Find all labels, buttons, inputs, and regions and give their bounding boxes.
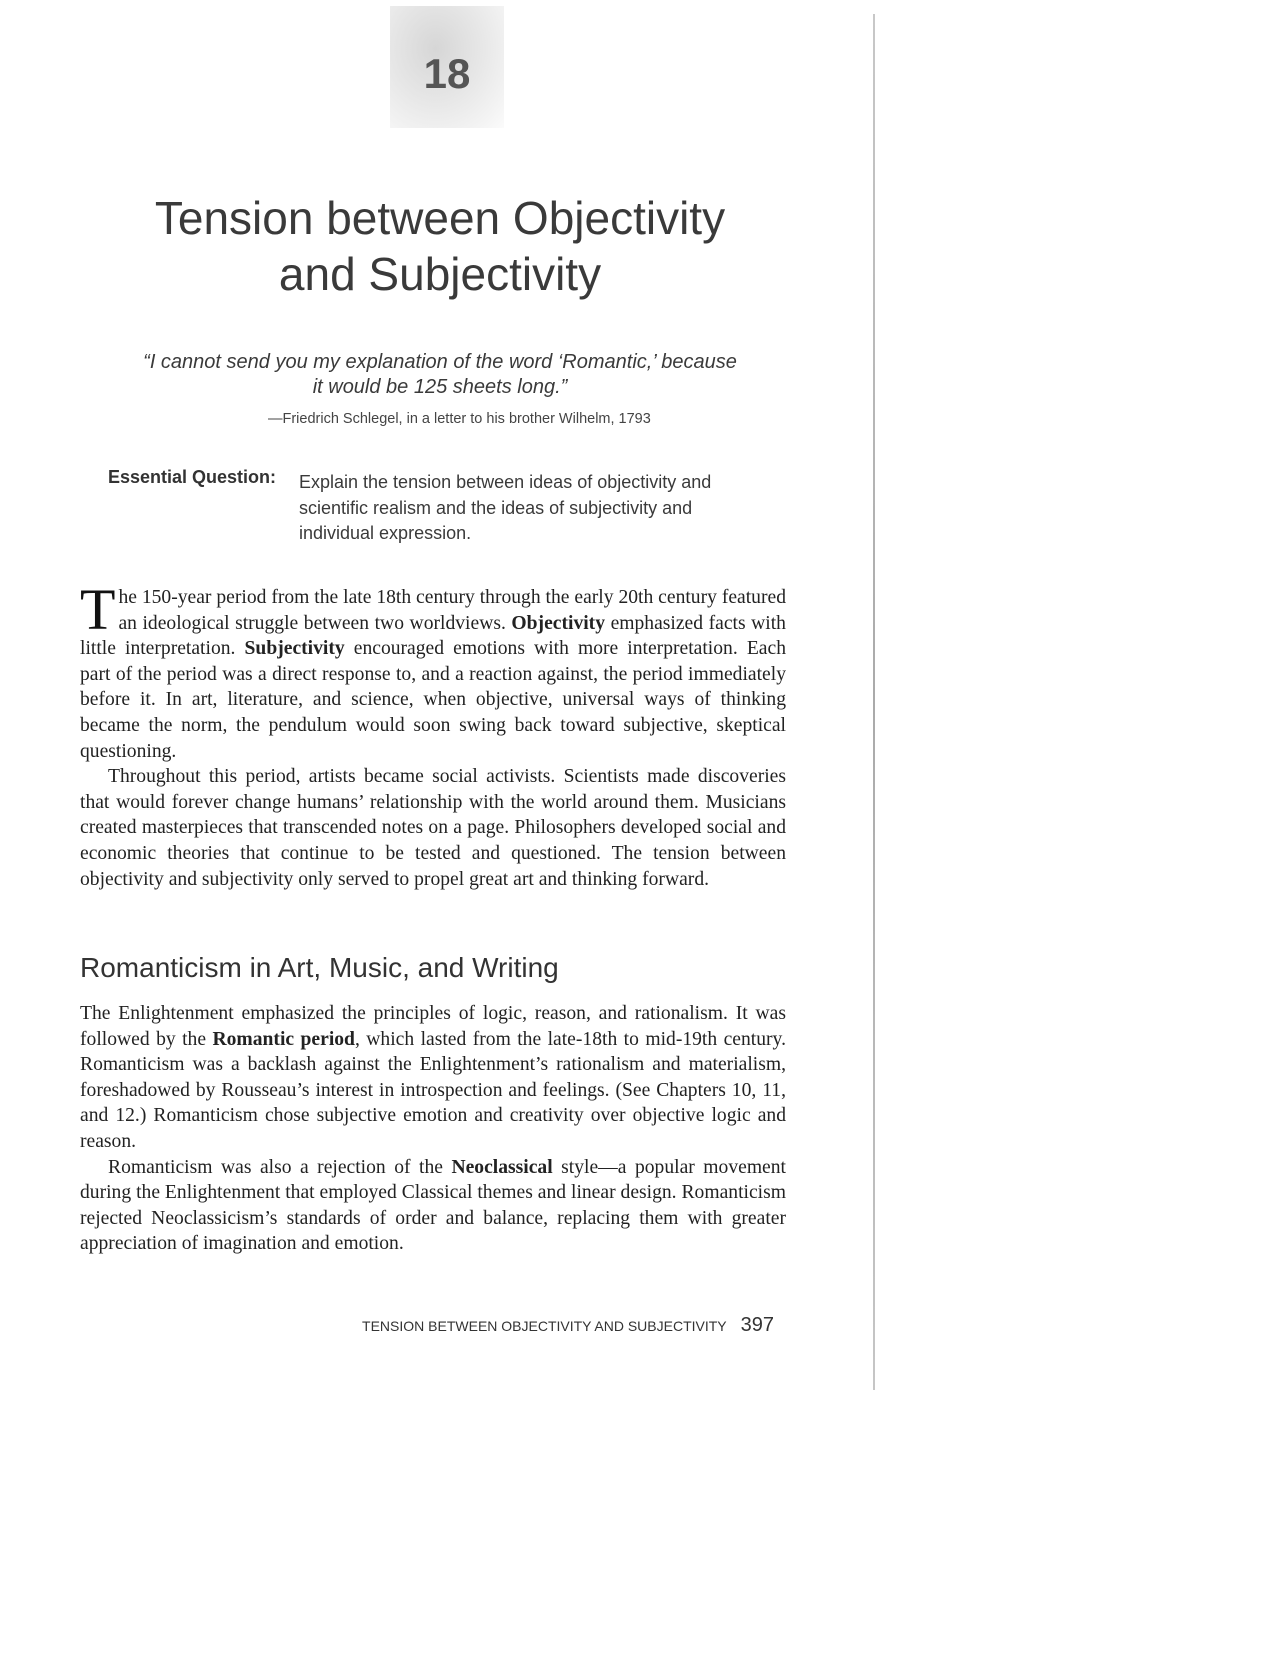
epigraph-line-1: “I cannot send you my explanation of the word ‘Romantic,’ because	[143, 351, 737, 373]
section-p1-end: , which lasted from the late-18th to mid-19th century. Romanticism was a backlash against the Enlightenment’s rationalism and materialism, foreshadowed by Rousseau’s interest in introspection and feelings. (See Chapters 10, 11, and 12.) Romanticism chose subjective emotion and creativity over objective logic and reason.	[80, 1028, 786, 1152]
essential-question-text: Explain the tension between ideas of objectivity and scientific realism and the ideas of subjectivity and individual expression.	[299, 472, 712, 544]
intro-section	[80, 577, 787, 892]
section-heading: Romanticism in Art, Music, and Writing	[80, 952, 559, 983]
epigraph-attribution: —Friedrich Schlegel, in a letter to his brother Wilhelm, 1793	[268, 411, 651, 427]
term-subjectivity: Subjectivity	[244, 638, 345, 660]
intro-p1-mid: emphasized facts with little interpretation.	[80, 612, 786, 660]
page-number: 397	[740, 1314, 774, 1336]
intro-p1-end: encouraged emotions with more interpretation. Each part of the period was a direct response to, and a reaction against, the period immediately before it. In art, literature, and science, when objective, universal ways of thinking became the norm, the pendulum would soon swing back toward subjective, skeptical questioning.	[80, 638, 786, 762]
chapter-title	[120, 190, 760, 302]
epigraph-line-2: it would be 125 sheets long.”	[312, 376, 568, 398]
intro-p1-start: he 150-year period from the late 18th century through the early 20th century featured an ideological struggle between two worldviews.	[118, 587, 787, 634]
essential-question-label: Essential Question:	[108, 467, 277, 487]
romanticism-section	[80, 1001, 786, 1257]
section-paragraph-1	[80, 1001, 786, 1155]
chapter-title-line-2: and Subjectivity	[278, 248, 602, 301]
section-p2-start: Romanticism was also a rejection of the	[108, 1156, 452, 1178]
page-footer	[314, 1314, 774, 1337]
term-neoclassical: Neoclassical	[451, 1156, 553, 1178]
page-edge-shadow	[873, 14, 875, 1390]
term-romantic-period: Romantic period	[212, 1028, 355, 1050]
term-objectivity: Objectivity	[511, 612, 606, 634]
section-paragraph-2	[80, 1155, 786, 1257]
section-p2-end: style—a popular movement during the Enlightenment that employed Classical themes and linear design. Romanticism rejected Neoclassicism’s standards of order and balance, replacing them with greater appreciation of imagination and emotion.	[80, 1156, 786, 1255]
running-head: TENSION BETWEEN OBJECTIVITY AND SUBJECTIVITY	[362, 1318, 727, 1334]
intro-paragraph-1	[80, 577, 787, 764]
chapter-number: 18	[423, 50, 471, 97]
section-p1-start: The Enlightenment emphasized the principles of logic, reason, and rationalism. It was followed by the	[80, 1003, 786, 1050]
chapter-title-line-1: Tension between Objectivity	[154, 192, 726, 244]
epigraph-quote	[110, 350, 770, 400]
intro-paragraph-2: Throughout this period, artists became social activists. Scientists made discoveries that would forever change humans’ relationship with the world around them. Musicians created masterpieces that transcended notes on a page. Philosophers developed social and economic theories that continue to be tested and questioned. The tension between objectivity and subjectivity only served to propel great art and thinking forward.	[80, 766, 786, 890]
drop-cap: T	[80, 577, 116, 642]
